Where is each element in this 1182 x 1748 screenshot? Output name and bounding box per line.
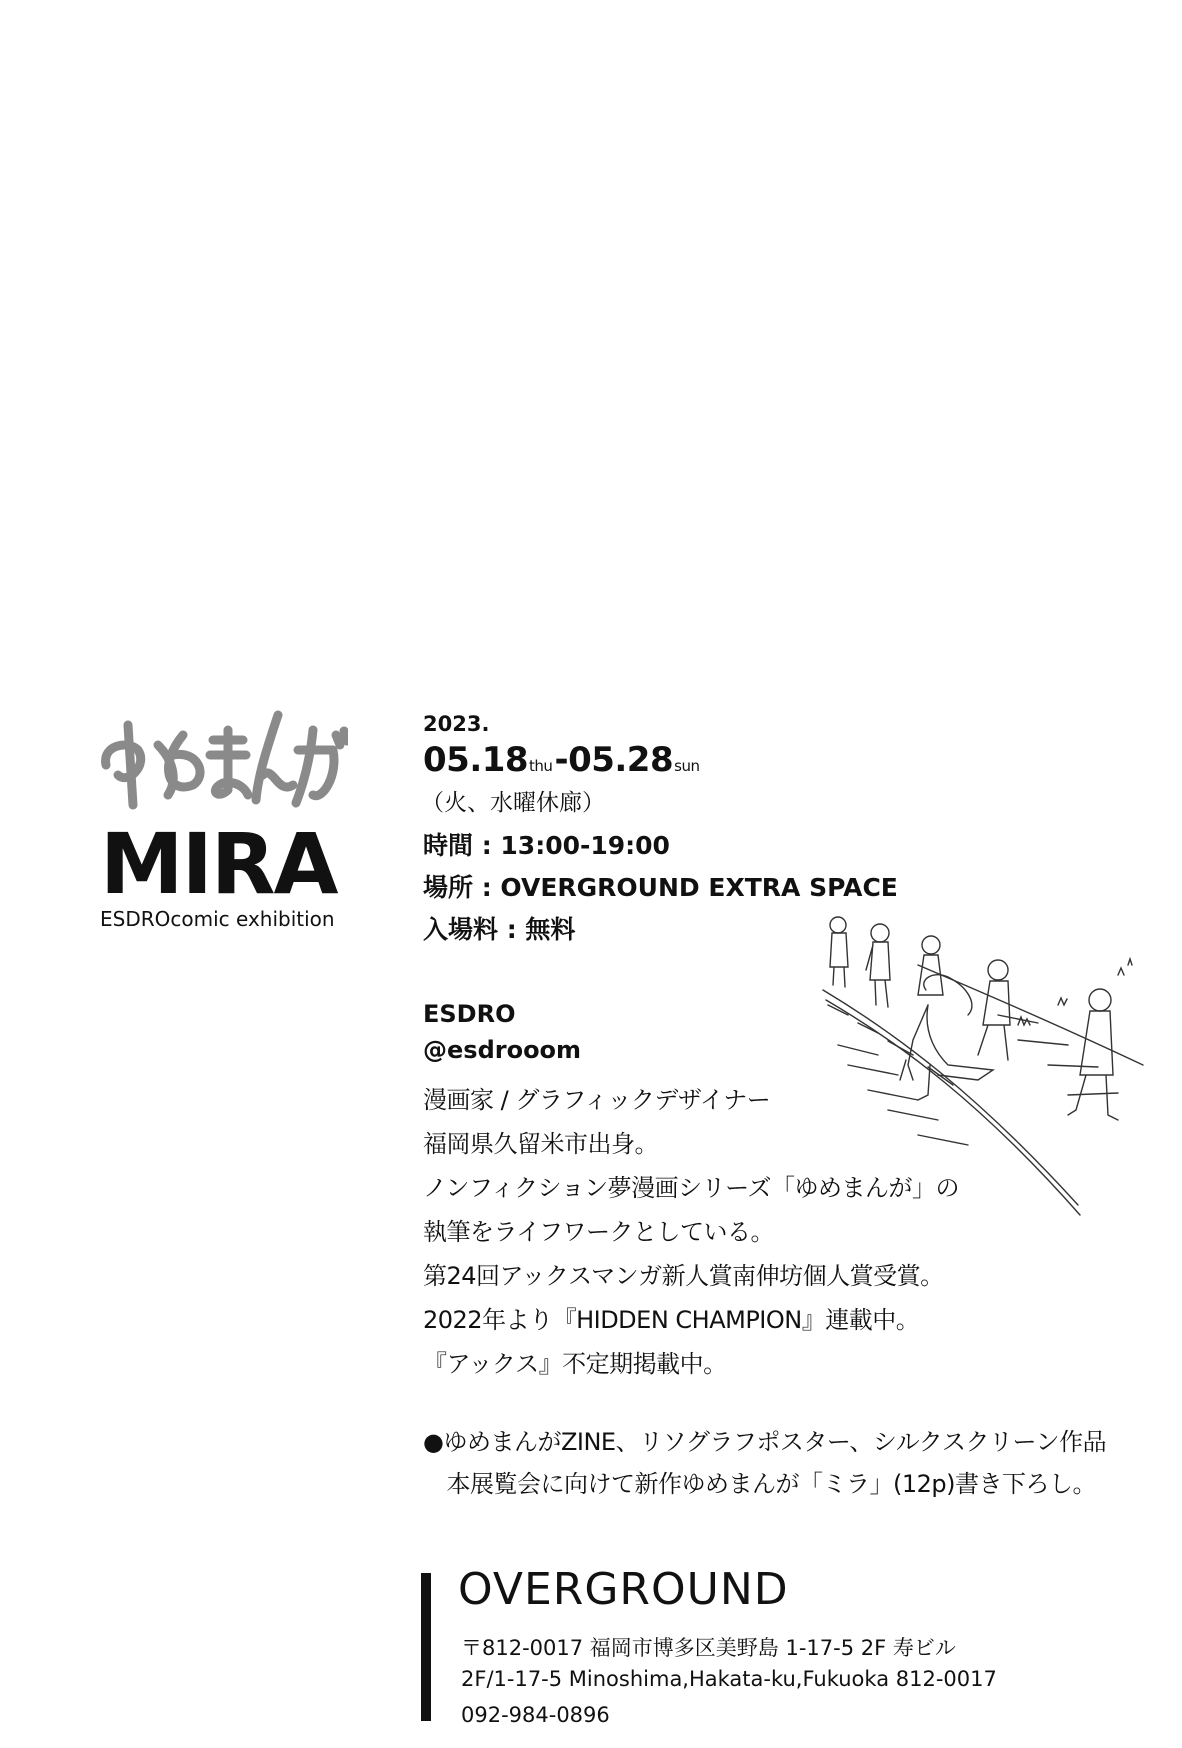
venue-name: OVERGROUND — [458, 1564, 789, 1615]
artist-bio-line: ノンフィクション夢漫画シリーズ「ゆめまんが」の — [423, 1174, 959, 1202]
start-day: thu — [529, 757, 553, 775]
exhibit-note: ●ゆめまんがZINE、リソグラフポスター、シルクスクリーン作品 — [423, 1428, 1107, 1456]
date-separator: - — [554, 740, 569, 780]
script-logo-drawing — [98, 705, 348, 815]
artist-bio-line: 執筆をライフワークとしている。 — [423, 1218, 775, 1246]
artist-bio-line: 漫画家 / グラフィックデザイナー — [423, 1086, 771, 1114]
venue-address-en: 2F/1-17-5 Minoshima,Hakata-ku,Fukuoka 812-0017 — [461, 1667, 997, 1691]
artist-bio-line: 第24回アックスマンガ新人賞南伸坊個人賞受賞。 — [423, 1262, 944, 1290]
venue-accent-bar — [421, 1573, 431, 1721]
logo-handwritten-script — [98, 705, 348, 815]
artist-bio-line: 2022年より『HIDDEN CHAMPION』連載中。 — [423, 1306, 920, 1334]
event-year: 2023. — [423, 712, 490, 736]
sketch-drawing — [818, 905, 1148, 1235]
closed-days: （火、水曜休廊） — [421, 790, 605, 816]
event-admission: 入場料 : 無料 — [423, 915, 576, 944]
event-place: 場所 : OVERGROUND EXTRA SPACE — [423, 873, 898, 902]
artist-bio-line: 『アックス』不定期掲載中。 — [423, 1350, 727, 1378]
event-hours: 時間 : 13:00-19:00 — [423, 831, 670, 860]
venue-phone: 092-984-0896 — [461, 1703, 610, 1727]
venue-address-jp: 〒812-0017 福岡市博多区美野島 1-17-5 2F 寿ビル — [461, 1636, 956, 1660]
artist-name: ESDRO — [423, 1000, 516, 1028]
exhibit-note: 本展覧会に向けて新作ゆめまんが「ミラ」(12p)書き下ろし。 — [423, 1470, 1096, 1498]
exhibition-subtitle: ESDROcomic exhibition — [100, 907, 335, 931]
end-day: sun — [674, 757, 700, 775]
end-date: 05.28 — [568, 740, 674, 780]
artist-bio-line: 福岡県久留米市出身。 — [423, 1130, 658, 1158]
illustration-walking-figures — [818, 905, 1148, 1235]
start-date: 05.18 — [423, 740, 529, 780]
event-dates — [423, 740, 701, 780]
exhibition-title: MIRA — [100, 815, 337, 913]
artist-handle: @esdrooom — [423, 1036, 582, 1064]
